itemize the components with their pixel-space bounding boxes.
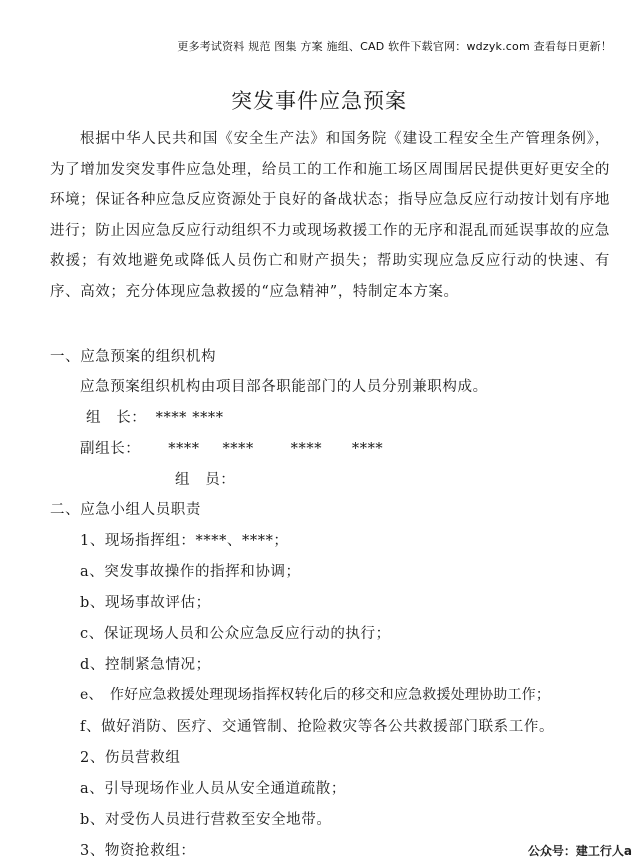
list-item: e、 作好应急救援处理现场指挥权转化后的移交和应急救援处理协助工作； (80, 687, 551, 703)
intro-paragraph: 根据中华人民共和国《安全生产法》和国务院《建设工程安全生产管理条例》，为了增加发突发事件应急处理，给员工的工作和施工场区周围居民提供更好更安全的环境；保证各种应急反应资源处于良好的备战状态；指导应急反应行动按计划有序地进行；防止因应急反应行动组织不力或现场救援工作的无序和混乱而延误事故的应急救援；有效地避免或降低人员伤亡和财产损失；帮助实现应急反应行动的快速、有序、高效；充分体现应急救援的“应急精神”，特制定本方案。 (50, 131, 610, 300)
rescue-group-heading: 2、伤员营救组 (80, 750, 181, 766)
members-label: 组 员： (175, 472, 236, 488)
list-item: a、突发事故操作的指挥和协调； (80, 564, 301, 580)
deputy-row (80, 437, 383, 458)
deputy-name: **** (222, 441, 254, 457)
section1-description: 应急预案组织机构由项目部各职能部门的人员分别兼职构成。 (80, 379, 488, 395)
section1-heading: 一、应急预案的组织机构 (50, 349, 217, 365)
list-item: b、现场事故评估； (80, 595, 211, 611)
leader-label: 组 长： (86, 410, 147, 426)
deputy-name: **** (290, 441, 323, 457)
watermark-footer: 公众号：建工行人a (527, 844, 632, 858)
leader-row (86, 406, 224, 427)
site-notice-header: 更多考试资料 规范 图集 方案 施组、CAD 软件下载官网：wdzyk.com 查看每日更新！ (177, 40, 612, 53)
deputy-name: **** (351, 441, 384, 457)
list-item: a、引导现场作业人员从安全通道疏散； (80, 781, 346, 797)
leader-names: **** **** (155, 410, 224, 426)
command-group-heading: 1、现场指挥组：****、****； (80, 533, 289, 549)
list-item: f、做好消防、医疗、交通管制、抢险救灾等各公共救援部门联系工作。 (80, 719, 555, 735)
deputy-name: **** (168, 441, 200, 457)
list-item: b、对受伤人员进行营救至安全地带。 (80, 812, 332, 828)
deputy-label: 副组长： (80, 441, 141, 457)
section2-heading: 二、应急小组人员职责 (50, 502, 201, 518)
supplies-group-heading: 3、物资抢救组： (80, 843, 196, 859)
document-title: 突发事件应急预案 (231, 89, 407, 113)
list-item: d、控制紧急情况； (80, 657, 211, 673)
list-item: c、保证现场人员和公众应急反应行动的执行； (80, 626, 391, 642)
